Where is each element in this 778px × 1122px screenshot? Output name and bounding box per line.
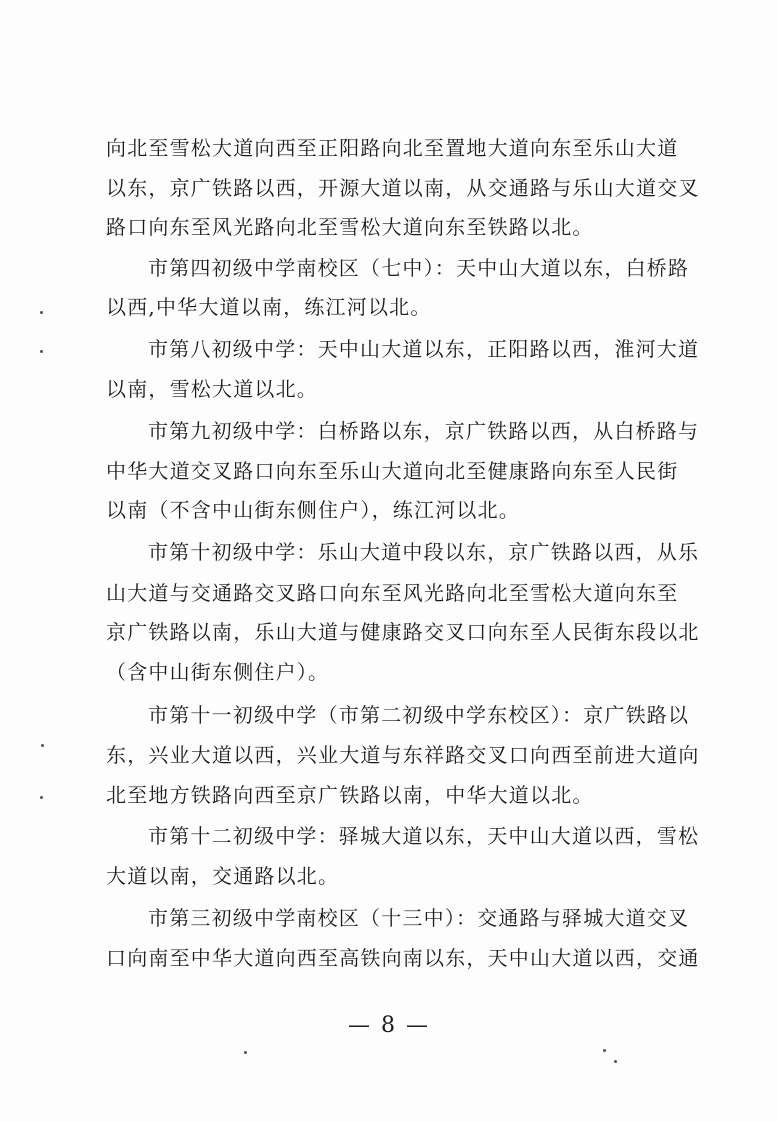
text-line: 向北至雪松大道向西至正阳路向北至置地大道向东至乐山大道 <box>106 136 679 160</box>
text-line: 山大道与交通路交叉路口向东至风光路向北至雪松大道向东至 <box>106 581 679 605</box>
scan-speck <box>244 1051 247 1054</box>
paragraph-start-line: 市第三初级中学南校区（十三中）：交通路与驿城大道交叉 <box>148 906 690 930</box>
paragraph-start-line: 市第八初级中学：天中山大道以东，正阳路以西，淮河大道 <box>148 337 700 361</box>
scan-speck <box>40 311 43 314</box>
text-line: 以西,中华大道以南，练江河以北。 <box>106 295 432 319</box>
paragraph-start-line: 市第十初级中学：乐山大道中段以东，京广铁路以西，从乐 <box>148 540 700 564</box>
paragraph-start-line: 市第四初级中学南校区（七中）：天中山大道以东，白桥路 <box>148 256 690 280</box>
paragraph-start-line: 市第九初级中学：白桥路以东，京广铁路以西，从白桥路与 <box>148 419 700 443</box>
text-line: （含中山街东侧住户）。 <box>106 660 330 684</box>
text-line: 北至地方铁路向西至京广铁路以南，中华大道以北。 <box>106 783 594 807</box>
text-line: 中华大道交叉路口向东至乐山大道向北至健康路向东至人民街 <box>106 459 679 483</box>
text-line: 以南，雪松大道以北。 <box>106 377 318 401</box>
text-line: 京广铁路以南，乐山大道与健康路交叉口向东至人民街东段以北 <box>106 620 700 644</box>
page-number: — 8 — <box>348 1013 430 1038</box>
text-line: 大道以南，交通路以北。 <box>106 864 340 888</box>
scan-speck <box>603 1049 606 1052</box>
text-line: 路口向东至风光路向北至雪松大道向东至铁路以北。 <box>106 215 594 239</box>
scan-speck <box>40 796 43 799</box>
scan-speck <box>40 350 43 353</box>
text-line: 东，兴业大道以西，兴业大道与东祥路交叉口向西至前进大道向 <box>106 743 700 767</box>
scan-speck <box>41 744 44 747</box>
text-line: 以南（不含中山街东侧住户），练江河以北。 <box>106 498 520 522</box>
text-line: 以东，京广铁路以西，开源大道以南，从交通路与乐山大道交叉 <box>106 176 700 200</box>
text-line: 口向南至中华大道向西至高铁向南以东，天中山大道以西，交通 <box>106 946 700 970</box>
paragraph-start-line: 市第十一初级中学（市第二初级中学东校区）：京广铁路以 <box>148 703 690 727</box>
paragraph-start-line: 市第十二初级中学：驿城大道以东，天中山大道以西，雪松 <box>148 824 700 848</box>
scan-speck <box>614 1060 617 1063</box>
